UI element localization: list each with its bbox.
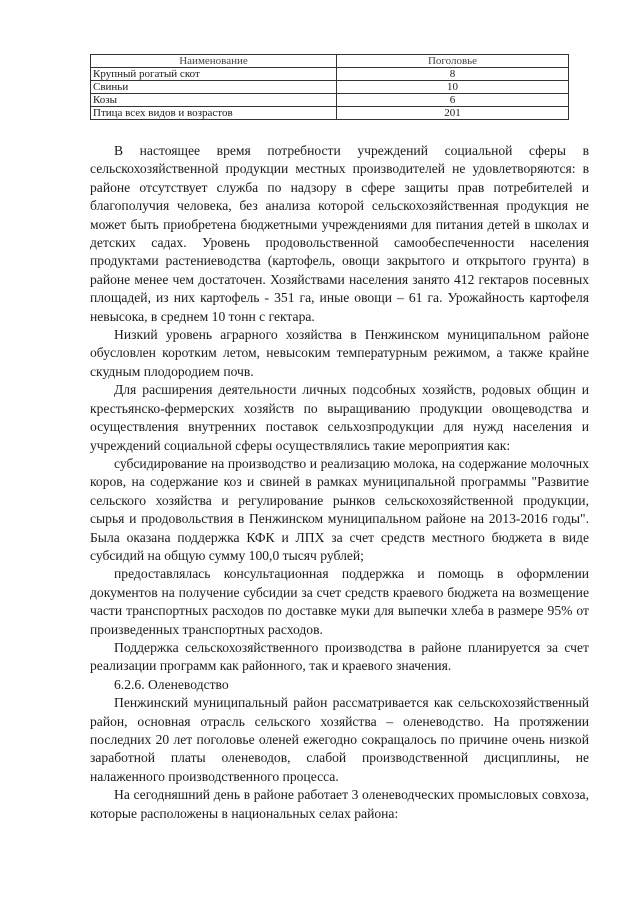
row-count: 8 <box>337 68 569 81</box>
header-count: Поголовье <box>337 55 569 68</box>
row-name: Козы <box>91 94 337 107</box>
table-row <box>91 81 569 94</box>
table-header-row <box>91 55 569 68</box>
header-name: Наименование <box>91 55 337 68</box>
row-count: 10 <box>337 81 569 94</box>
table-row <box>91 68 569 81</box>
table-row <box>91 94 569 107</box>
table-row <box>91 107 569 120</box>
paragraph-low-agrarian-level: Низкий уровень аграрного хозяйства в Пенжинском муниципальном районе обусловлен коротким летом, невысоким температурным режимом, а также крайне скудным плодородием почв. <box>90 327 589 379</box>
livestock-table <box>90 54 569 120</box>
paragraph-reindeer-district: Пенжинский муниципальный район рассматривается как сельскохозяйственный район, основная отрасль сельского хозяйства – оленеводство. На протяжении последних 20 лет поголовье оленей ежегодно сокращалось по причине очень низкой заработной платы оленеводов, слабой производственной дисциплины, не налаженного производственного процесса. <box>90 695 589 784</box>
paragraph-consulting-support: предоставлялась консультационная поддержка и помощь в оформлении документов на получение субсидии за счет средств краевого бюджета на возмещение части транспортных расходов по доставке муки для выпечки хлеба в размере 95% от произведенных транспортных расходов. <box>90 566 589 637</box>
row-count: 6 <box>337 94 569 107</box>
row-name: Свиньи <box>91 81 337 94</box>
paragraph-sovkhozes: На сегодняшний день в районе работает 3 оленеводческих промысловых совхоза, которые расположены в национальных селах района: <box>90 787 589 821</box>
row-count: 201 <box>337 107 569 120</box>
paragraph-programs: Поддержка сельскохозяйственного производства в районе планируется за счет реализации программ как районного, так и краевого значения. <box>90 639 589 674</box>
paragraph-subsidies: субсидирование на производство и реализацию молока, на содержание молочных коров, на содержание коз и свиней в рамках муниципальной программы "Развитие сельского хозяйства и регулирование рынков сельскохозяйственной продукции, сырья и продовольствия в Пенжинском муниципальном районе на 2013-2016 годы". Была оказана поддержка КФК и ЛПХ за счет средств местного бюджета в виде субсидий на общую сумму 100,0 тысяч рублей; <box>90 455 589 563</box>
body-text <box>90 142 589 823</box>
row-name: Крупный рогатый скот <box>91 68 337 81</box>
paragraph-social-sphere: В настоящее время потребности учреждений социальной сферы в сельскохозяйственной продукции местных производителей не удовлетворяются: в районе отсутствует служба по надзору в сфере защиты прав потребителей и благополучия человека, без анализа которой сельскохозяйственная продукция не может быть приобретена бюджетными учреждениями для питания детей в школах и детских садах. Уровень продовольственной самообеспеченности населения продуктами растениеводства (картофель, овощи закрытого и открытого грунта) в районе менее чем достаточен. Хозяйствами населения занято 412 гектаров посевных площадей, из них картофель - 351 га, иные овощи – 61 га. Урожайность картофеля невысока, в среднем 10 тонн с гектара. <box>90 143 589 324</box>
section-heading-reindeer: 6.2.6. Оленеводство <box>114 676 229 692</box>
row-name: Птица всех видов и возрастов <box>91 107 337 120</box>
paragraph-measures-intro: Для расширения деятельности личных подсобных хозяйств, родовых общин и крестьянско-фермерских хозяйств по выращиванию продукции овощеводства и осуществления внутренних поставок сельхозпродукции для нужд населения и учреждений социальной сферы осуществлялись такие мероприятия как: <box>90 382 589 453</box>
